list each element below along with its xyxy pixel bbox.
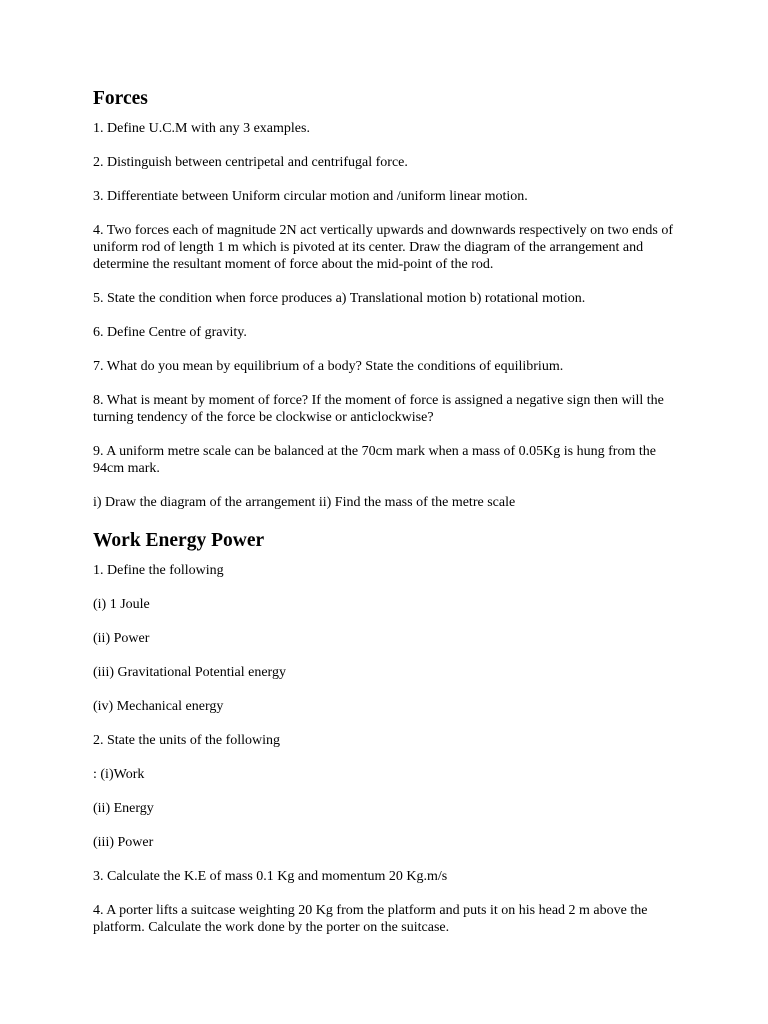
question-item: i) Draw the diagram of the arrangement ii) Find the mass of the metre scale [93, 495, 516, 510]
question-item: 1. Define U.C.M with any 3 examples. [93, 121, 310, 136]
question-item: 6. Define Centre of gravity. [93, 325, 247, 340]
question-item: 1. Define the following [93, 563, 224, 578]
question-item: (i) 1 Joule [93, 597, 150, 612]
question-item: 7. What do you mean by equilibrium of a body? State the conditions of equilibrium. [93, 359, 564, 374]
document-page [93, 86, 683, 953]
question-item: (iv) Mechanical energy [93, 699, 224, 714]
question-item: 3. Differentiate between Uniform circular motion and /uniform linear motion. [93, 189, 528, 204]
question-item: (iii) Power [93, 835, 154, 850]
question-item: (ii) Energy [93, 801, 154, 816]
section-heading: Forces [93, 88, 148, 109]
section-heading: Work Energy Power [93, 530, 265, 551]
question-item: 4. A porter lifts a suitcase weighting 20 Kg from the platform and puts it on his head 2 m above the platform. Calculate the work done by the porter on the suitcase. [93, 903, 648, 935]
question-item: (iii) Gravitational Potential energy [93, 665, 286, 680]
question-item: 5. State the condition when force produces a) Translational motion b) rotational motion. [93, 291, 586, 306]
question-item: 4. Two forces each of magnitude 2N act vertically upwards and downwards respectively on two ends of uniform rod of length 1 m which is pivoted at its center. Draw the diagram of the arrangement and determine the resultant moment of force about the mid-point of the rod. [93, 223, 673, 272]
question-item: : (i)Work [93, 767, 145, 782]
question-item: 9. A uniform metre scale can be balanced at the 70cm mark when a mass of 0.05Kg is hung from the 94cm mark. [93, 444, 656, 476]
question-item: 8. What is meant by moment of force? If the moment of force is assigned a negative sign then will the turning tendency of the force be clockwise or anticlockwise? [93, 393, 664, 425]
question-item: 3. Calculate the K.E of mass 0.1 Kg and momentum 20 Kg.m/s [93, 869, 448, 884]
question-item: (ii) Power [93, 631, 150, 646]
question-item: 2. Distinguish between centripetal and centrifugal force. [93, 155, 408, 170]
question-item: 2. State the units of the following [93, 733, 281, 748]
section-work-energy-power [93, 528, 683, 936]
section-forces [93, 86, 683, 511]
